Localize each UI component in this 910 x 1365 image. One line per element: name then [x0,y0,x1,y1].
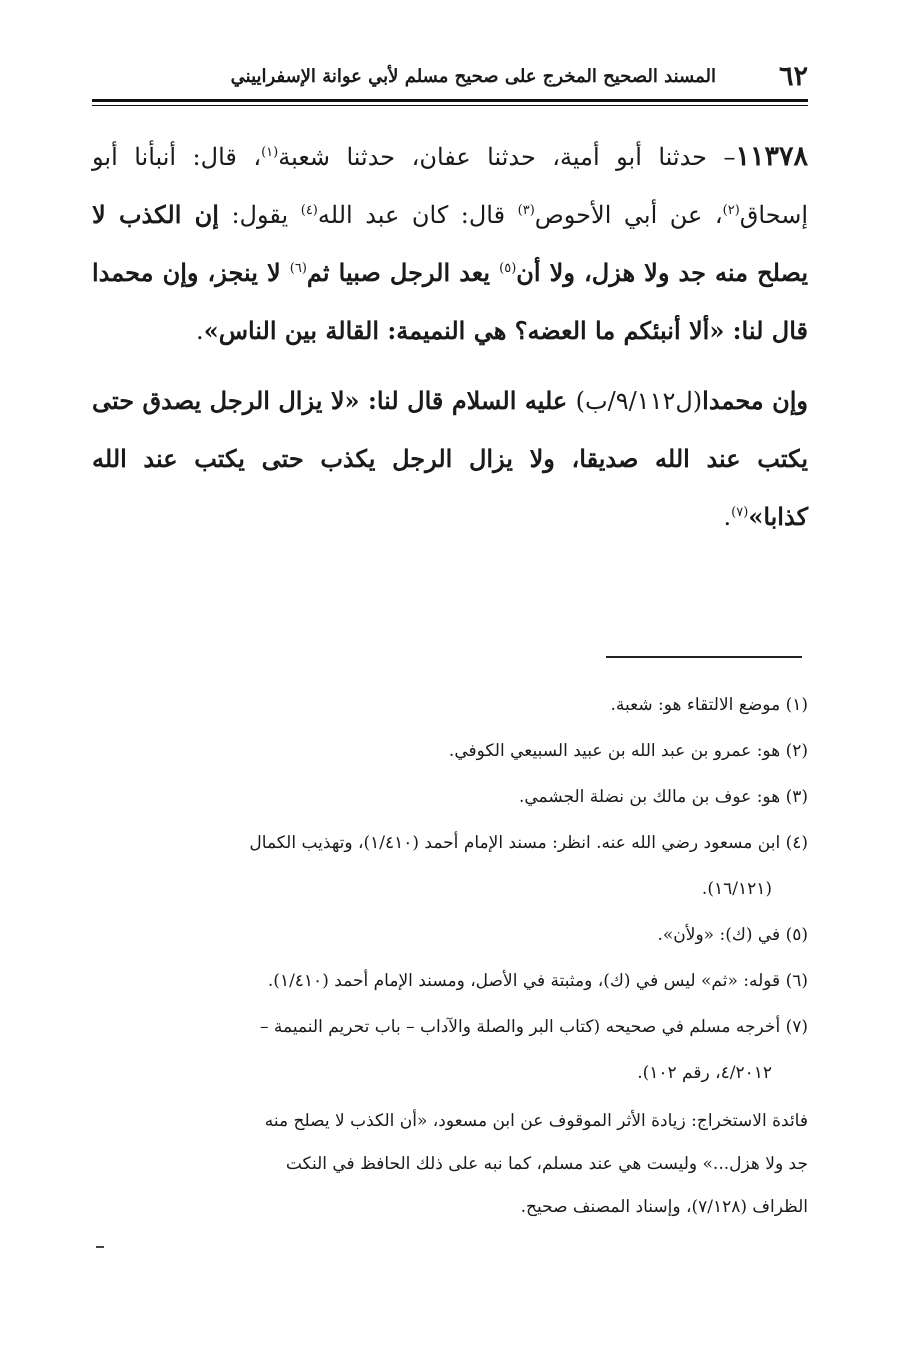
header-rule-thin [92,105,808,106]
hadith-text-bold: يعد الرجل صبيا ثم [306,258,500,287]
footnote-6: (٦) قوله: «ثم» ليس في (ك)، ومثبتة في الأصل، ومسند الإمام أحمد (١/٤١٠). [267,971,808,991]
footnote-7-continuation: ٤/٢٠١٢، رقم ١٠٢). [637,1063,772,1083]
header-rule-thick [92,99,808,102]
footnote-3: (٣) هو: عوف بن مالك بن نضلة الجشمي. [518,787,808,807]
hadith-quote: «لا يزال الرجل يصدق حتى يكتب عند الله صديقا، ولا يزال الرجل يكذب حتى يكتب عند الله كذابا» [92,386,808,531]
hadith-quote: «ألا أنبئكم ما العضه؟ هي النميمة: القالة بين الناس» [203,316,725,345]
footnote-ref: (٤) [300,203,318,218]
hadith-text: – حدثنا أبو أمية، حدثنا عفان، حدثنا شعبة [278,143,736,171]
hadith-text-bold: عليه السلام قال لنا: [359,386,576,415]
running-title: المسند الصحيح المخرج على صحيح مسلم لأبي عوانة الإسفراييني [230,66,716,87]
footnote-7: (٧) أخرجه مسلم في صحيحه (كتاب البر والصلة والآداب – باب تحريم النميمة – [260,1017,808,1037]
hadith-text: يقول: [218,201,301,229]
hadith-paragraph-2 [92,372,808,546]
benefit-note-line-1: فائدة الاستخراج: زيادة الأثر الموقوف عن ابن مسعود، «أن الكذب لا يصلح منه [264,1111,808,1131]
hadith-text-bold: لا ينجز، وإن محمدا قال لنا: [92,258,808,345]
hadith-text: . [723,503,732,531]
hadith-text: . [196,317,204,345]
benefit-note-line-2: جد ولا هزل...» وليست هي عند مسلم، كما نبه على ذلك الحافظ في النكت [285,1154,808,1174]
page-header [92,58,808,98]
hadith-body [92,128,808,546]
hadith-text-bold: وإن محمدا [702,386,808,415]
footnote-4: (٤) ابن مسعود رضي الله عنه. انظر: مسند الإمام أحمد (١/٤١٠)، وتهذيب الكمال [249,833,808,853]
manuscript-folio: (ل٩/١١٢/ب) [575,387,703,415]
footnote-ref: (٦) [289,261,307,276]
page-number: ٦٢ [778,61,808,92]
footnote-separator [606,656,802,658]
hadith-text: ، عن أبي الأحوص [534,201,723,229]
footnote-ref: (٥) [499,261,517,276]
hadith-text: ، قال: أنبأنا أبو إسحاق [92,143,808,229]
page-mark [96,1246,104,1248]
hadith-text-bold: إن الكذب لا يصلح منه جد ولا هزل، ولا أن [92,200,809,287]
footnotes [92,682,808,1229]
hadith-number: ١١٣٧٨ [735,141,808,172]
benefit-note-line-3: الظراف (٧/١٢٨)، وإسناد المصنف صحيح. [520,1197,808,1217]
footnote-2: (٢) هو: عمرو بن عبد الله بن عبيد السبيعي الكوفي. [448,741,808,761]
footnote-ref: (١) [261,145,279,160]
footnote-ref: (٢) [722,203,740,218]
footnote-1: (١) موضع الالتقاء هو: شعبة. [610,695,808,715]
footnote-ref: (٣) [517,203,535,218]
footnote-4-continuation: (١٦/١٢١). [701,879,772,899]
footnote-5: (٥) في (ك): «ولأن». [657,925,808,945]
hadith-text: قال: كان عبد الله [317,201,518,229]
footnote-ref: (٧) [731,505,749,520]
hadith-paragraph-1 [92,128,808,360]
